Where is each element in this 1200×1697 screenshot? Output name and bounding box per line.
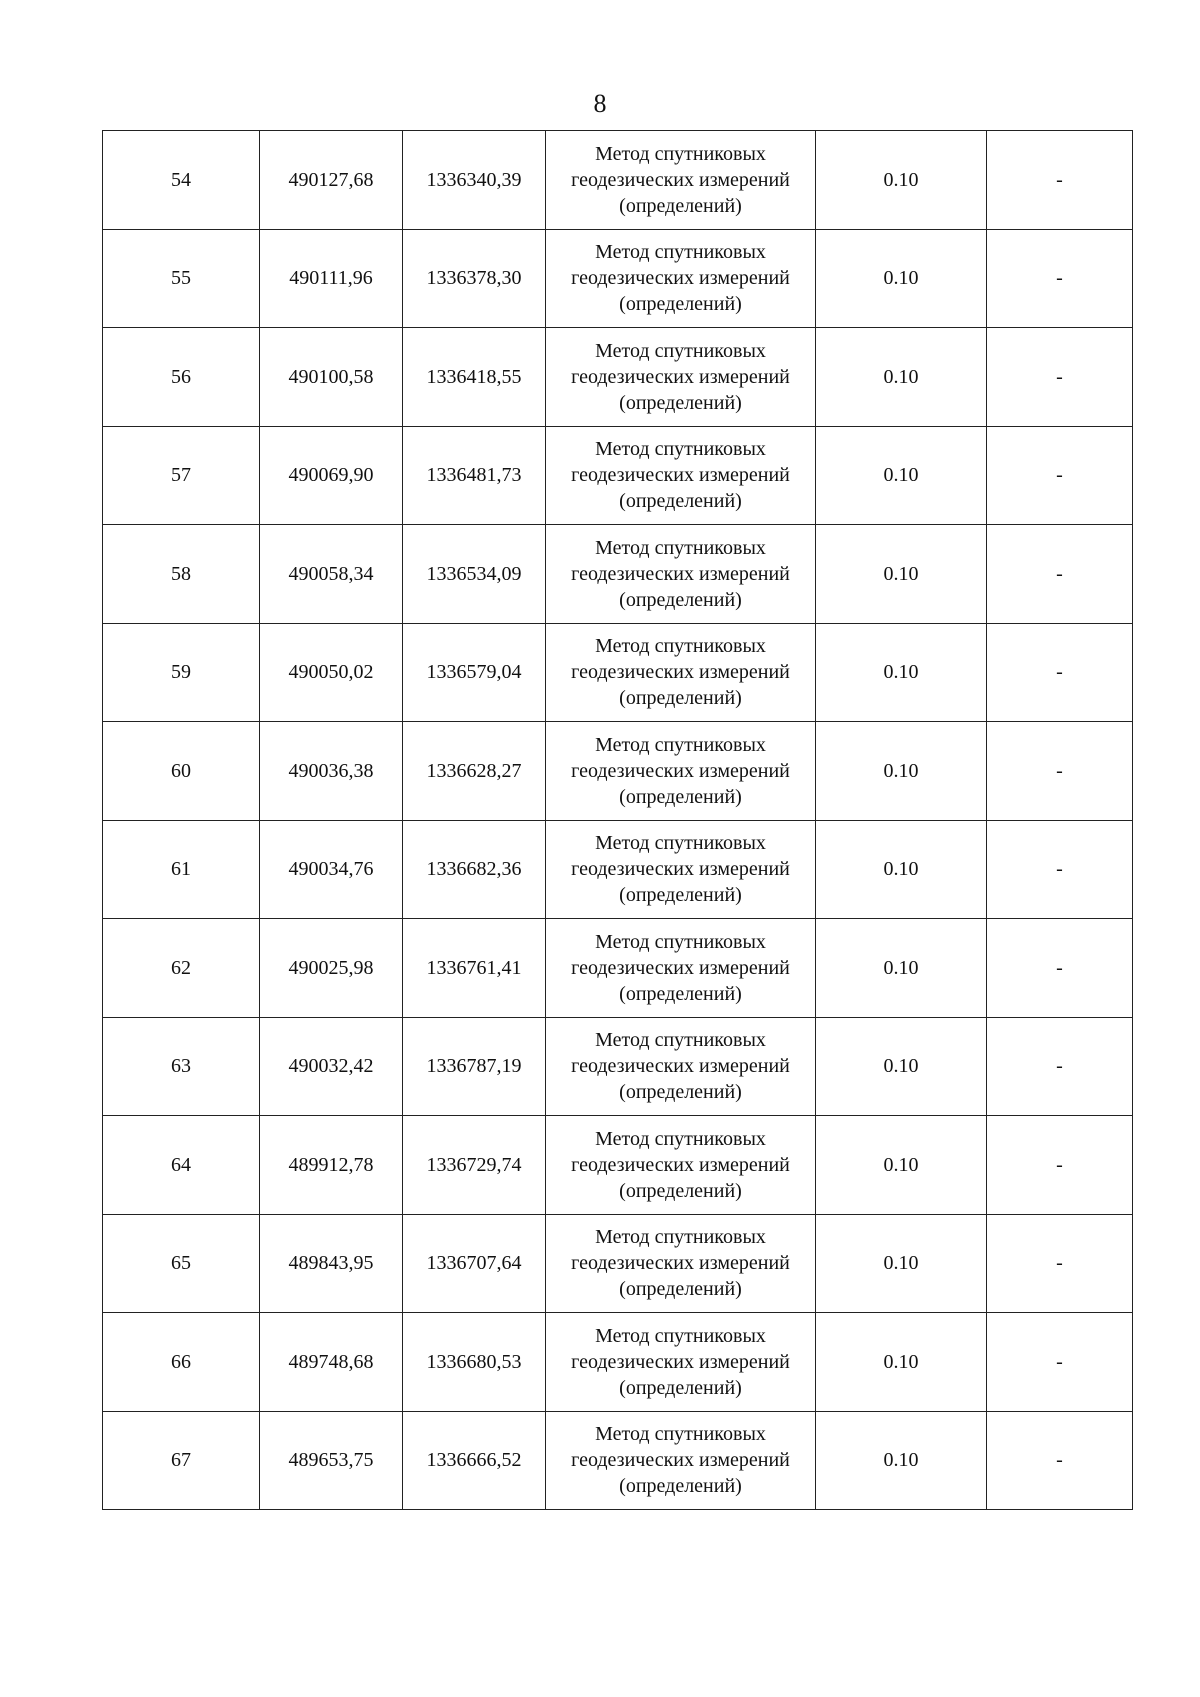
point-number-cell: 56 (103, 328, 260, 427)
method-text: Метод спутниковых геодезических измерений (определений) (571, 1324, 790, 1399)
accuracy-cell: 0.10 (816, 328, 987, 427)
table-row (103, 623, 1133, 722)
x-coordinate-cell: 489653,75 (260, 1411, 403, 1510)
x-coordinate-cell: 490034,76 (260, 820, 403, 919)
x-coordinate-cell: 490036,38 (260, 722, 403, 821)
table-row (103, 722, 1133, 821)
table-row (103, 1313, 1133, 1412)
description-cell: - (987, 623, 1133, 722)
description-cell: - (987, 1017, 1133, 1116)
description-cell: - (987, 229, 1133, 328)
y-coordinate-cell: 1336628,27 (403, 722, 546, 821)
method-text: Метод спутниковых геодезических измерений (определений) (571, 142, 790, 217)
point-number-cell: 54 (103, 131, 260, 230)
method-cell (546, 426, 816, 525)
method-text: Метод спутниковых геодезических измерений (определений) (571, 241, 790, 316)
method-cell (546, 1313, 816, 1412)
method-text: Метод спутниковых геодезических измерений (определений) (571, 1029, 790, 1104)
x-coordinate-cell: 490025,98 (260, 919, 403, 1018)
page-number: 8 (593, 89, 607, 118)
accuracy-cell: 0.10 (816, 525, 987, 624)
y-coordinate-cell: 1336761,41 (403, 919, 546, 1018)
method-cell (546, 919, 816, 1018)
description-cell: - (987, 722, 1133, 821)
point-number-cell: 55 (103, 229, 260, 328)
y-coordinate-cell: 1336680,53 (403, 1313, 546, 1412)
y-coordinate-cell: 1336666,52 (403, 1411, 546, 1510)
method-cell (546, 131, 816, 230)
x-coordinate-cell: 489912,78 (260, 1116, 403, 1215)
description-cell: - (987, 131, 1133, 230)
x-coordinate-cell: 489843,95 (260, 1214, 403, 1313)
y-coordinate-cell: 1336579,04 (403, 623, 546, 722)
description-cell: - (987, 820, 1133, 919)
method-cell (546, 722, 816, 821)
point-number-cell: 61 (103, 820, 260, 919)
point-number-cell: 66 (103, 1313, 260, 1412)
accuracy-cell: 0.10 (816, 919, 987, 1018)
point-number-cell: 57 (103, 426, 260, 525)
method-cell (546, 1017, 816, 1116)
y-coordinate-cell: 1336378,30 (403, 229, 546, 328)
method-text: Метод спутниковых геодезических измерений (определений) (571, 1423, 790, 1498)
point-number-cell: 58 (103, 525, 260, 624)
x-coordinate-cell: 490050,02 (260, 623, 403, 722)
accuracy-cell: 0.10 (816, 1411, 987, 1510)
point-number-cell: 64 (103, 1116, 260, 1215)
point-number-cell: 62 (103, 919, 260, 1018)
method-text: Метод спутниковых геодезических измерений (определений) (571, 1226, 790, 1301)
accuracy-cell: 0.10 (816, 1116, 987, 1215)
table-row (103, 919, 1133, 1018)
table-row (103, 820, 1133, 919)
accuracy-cell: 0.10 (816, 1017, 987, 1116)
y-coordinate-cell: 1336340,39 (403, 131, 546, 230)
point-number-cell: 65 (103, 1214, 260, 1313)
point-number-cell: 59 (103, 623, 260, 722)
method-cell (546, 229, 816, 328)
accuracy-cell: 0.10 (816, 131, 987, 230)
point-number-cell: 60 (103, 722, 260, 821)
accuracy-cell: 0.10 (816, 1214, 987, 1313)
table-row (103, 1116, 1133, 1215)
description-cell: - (987, 1313, 1133, 1412)
method-cell (546, 1214, 816, 1313)
x-coordinate-cell: 489748,68 (260, 1313, 403, 1412)
table-row (103, 525, 1133, 624)
y-coordinate-cell: 1336481,73 (403, 426, 546, 525)
description-cell: - (987, 328, 1133, 427)
x-coordinate-cell: 490111,96 (260, 229, 403, 328)
description-cell: - (987, 525, 1133, 624)
accuracy-cell: 0.10 (816, 623, 987, 722)
x-coordinate-cell: 490069,90 (260, 426, 403, 525)
accuracy-cell: 0.10 (816, 820, 987, 919)
method-text: Метод спутниковых геодезических измерений (определений) (571, 635, 790, 710)
point-number-cell: 63 (103, 1017, 260, 1116)
y-coordinate-cell: 1336707,64 (403, 1214, 546, 1313)
method-text: Метод спутниковых геодезических измерений (определений) (571, 1127, 790, 1202)
method-text: Метод спутниковых геодезических измерений (определений) (571, 832, 790, 907)
description-cell: - (987, 1116, 1133, 1215)
accuracy-cell: 0.10 (816, 229, 987, 328)
method-text: Метод спутниковых геодезических измерений (определений) (571, 733, 790, 808)
description-cell: - (987, 426, 1133, 525)
x-coordinate-cell: 490032,42 (260, 1017, 403, 1116)
method-cell (546, 1116, 816, 1215)
description-cell: - (987, 1411, 1133, 1510)
point-number-cell: 67 (103, 1411, 260, 1510)
y-coordinate-cell: 1336534,09 (403, 525, 546, 624)
y-coordinate-cell: 1336787,19 (403, 1017, 546, 1116)
method-text: Метод спутниковых геодезических измерений (определений) (571, 438, 790, 513)
table-row (103, 426, 1133, 525)
table-row (103, 1214, 1133, 1313)
coordinates-table-body (103, 131, 1133, 1510)
description-cell: - (987, 1214, 1133, 1313)
y-coordinate-cell: 1336682,36 (403, 820, 546, 919)
table-row (103, 328, 1133, 427)
y-coordinate-cell: 1336729,74 (403, 1116, 546, 1215)
method-cell (546, 623, 816, 722)
method-text: Метод спутниковых геодезических измерений (определений) (571, 930, 790, 1005)
table-row (103, 131, 1133, 230)
coordinates-table (102, 130, 1133, 1510)
x-coordinate-cell: 490100,58 (260, 328, 403, 427)
method-cell (546, 1411, 816, 1510)
table-row (103, 1411, 1133, 1510)
y-coordinate-cell: 1336418,55 (403, 328, 546, 427)
x-coordinate-cell: 490058,34 (260, 525, 403, 624)
x-coordinate-cell: 490127,68 (260, 131, 403, 230)
accuracy-cell: 0.10 (816, 426, 987, 525)
method-text: Метод спутниковых геодезических измерений (определений) (571, 339, 790, 414)
accuracy-cell: 0.10 (816, 722, 987, 821)
method-text: Метод спутниковых геодезических измерений (определений) (571, 536, 790, 611)
method-cell (546, 525, 816, 624)
description-cell: - (987, 919, 1133, 1018)
table-row (103, 229, 1133, 328)
accuracy-cell: 0.10 (816, 1313, 987, 1412)
method-cell (546, 820, 816, 919)
method-cell (546, 328, 816, 427)
table-row (103, 1017, 1133, 1116)
